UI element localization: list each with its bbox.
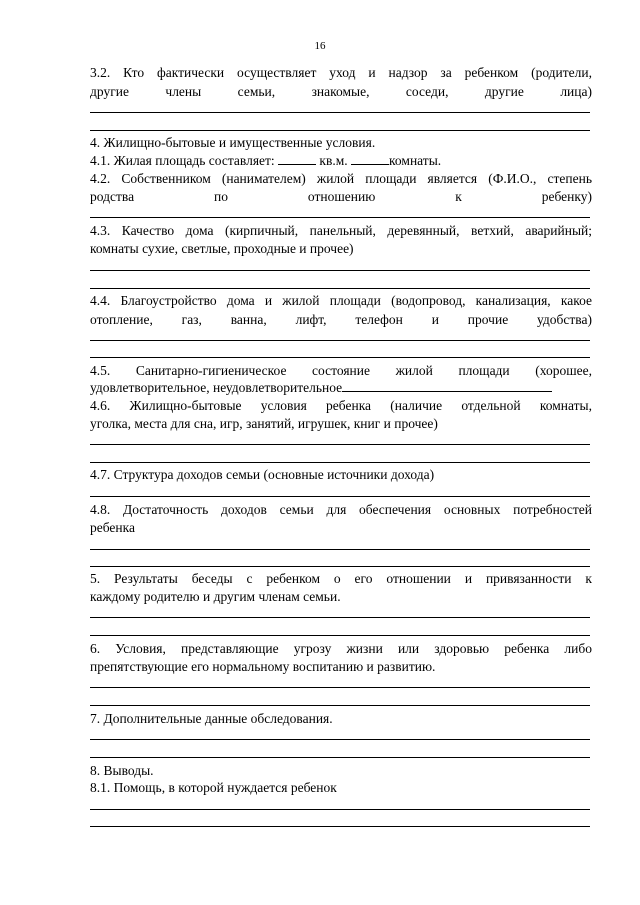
page-number: 16: [314, 40, 326, 52]
section-4-5-line-2: [90, 378, 592, 397]
sanitary-state-field[interactable]: [342, 378, 552, 392]
section-4-6-line-2: уголка, места для сна, игр, занятий, игрушек, книг и прочее): [90, 416, 438, 431]
section-6-line-1: 6. Условия, представляющие угрозу жизни или здоровью ребенка либо: [90, 641, 592, 656]
area-unit: кв.м.: [319, 153, 348, 168]
answer-line[interactable]: [90, 112, 590, 113]
answer-line[interactable]: [90, 270, 590, 271]
section-3-2-line-1: 3.2. Кто фактически осуществляет уход и надзор за ребенком (родители,: [90, 65, 592, 80]
section-4-2-line-1: 4.2. Собственником (нанимателем) жилой площади является (Ф.И.О., степень: [90, 171, 592, 186]
answer-line[interactable]: [90, 462, 590, 463]
section-4-title: 4. Жилищно-бытовые и имущественные условия.: [90, 135, 376, 150]
section-4-1-label: 4.1. Жилая площадь составляет:: [90, 153, 275, 168]
section-4-8-line-1: 4.8. Достаточность доходов семьи для обеспечения основных потребностей: [90, 502, 592, 517]
section-3-2-line-2: другие члены семьи, знакомые, соседи, другие лица): [90, 84, 592, 99]
answer-line[interactable]: [90, 217, 590, 218]
section-6-line-2: препятствующие его нормальному воспитанию и развитию.: [90, 659, 436, 674]
answer-line[interactable]: [90, 340, 590, 341]
section-4-3-line-1: 4.3. Качество дома (кирпичный, панельный, деревянный, ветхий, аварийный;: [90, 223, 592, 238]
answer-line[interactable]: [90, 288, 590, 289]
answer-line[interactable]: [90, 130, 590, 131]
section-4-7: 4.7. Структура доходов семьи (основные источники дохода): [90, 467, 435, 482]
answer-line[interactable]: [90, 757, 590, 758]
answer-line[interactable]: [90, 444, 590, 445]
rooms-field[interactable]: [351, 151, 389, 165]
area-field[interactable]: [278, 151, 316, 165]
section-4-5-label: удовлетворительное, неудовлетворительное: [90, 380, 343, 395]
answer-line[interactable]: [90, 617, 590, 618]
section-4-5-line-1: 4.5. Санитарно-гигиеническое состояние жилой площади (хорошее,: [90, 363, 592, 378]
answer-line[interactable]: [90, 705, 590, 706]
section-4-4-line-1: 4.4. Благоустройство дома и жилой площади (водопровод, канализация, какое: [90, 293, 592, 308]
answer-line[interactable]: [90, 826, 590, 827]
answer-line[interactable]: [90, 687, 590, 688]
section-5-line-2: каждому родителю и другим членам семьи.: [90, 589, 341, 604]
rooms-unit: комнаты.: [389, 153, 442, 168]
section-4-4-line-2: отопление, газ, ванна, лифт, телефон и прочие удобства): [90, 312, 592, 327]
section-8-1: 8.1. Помощь, в которой нуждается ребенок: [90, 780, 337, 795]
section-5-line-1: 5. Результаты беседы с ребенком о его отношении и привязанности к: [90, 571, 592, 586]
answer-line[interactable]: [90, 809, 590, 810]
section-4-2-line-2: родства по отношению к ребенку): [90, 189, 592, 204]
answer-line[interactable]: [90, 549, 590, 550]
answer-line[interactable]: [90, 496, 590, 497]
answer-line[interactable]: [90, 739, 590, 740]
section-4-1: [90, 151, 592, 170]
section-4-3-line-2: комнаты сухие, светлые, проходные и прочее): [90, 241, 354, 256]
answer-line[interactable]: [90, 566, 590, 567]
section-4-8-line-2: ребенка: [90, 520, 135, 535]
section-8-title: 8. Выводы.: [90, 763, 154, 778]
answer-line[interactable]: [90, 635, 590, 636]
section-4-6-line-1: 4.6. Жилищно-бытовые условия ребенка (наличие отдельной комнаты,: [90, 398, 592, 413]
answer-line[interactable]: [90, 357, 590, 358]
section-7-title: 7. Дополнительные данные обследования.: [90, 711, 333, 726]
